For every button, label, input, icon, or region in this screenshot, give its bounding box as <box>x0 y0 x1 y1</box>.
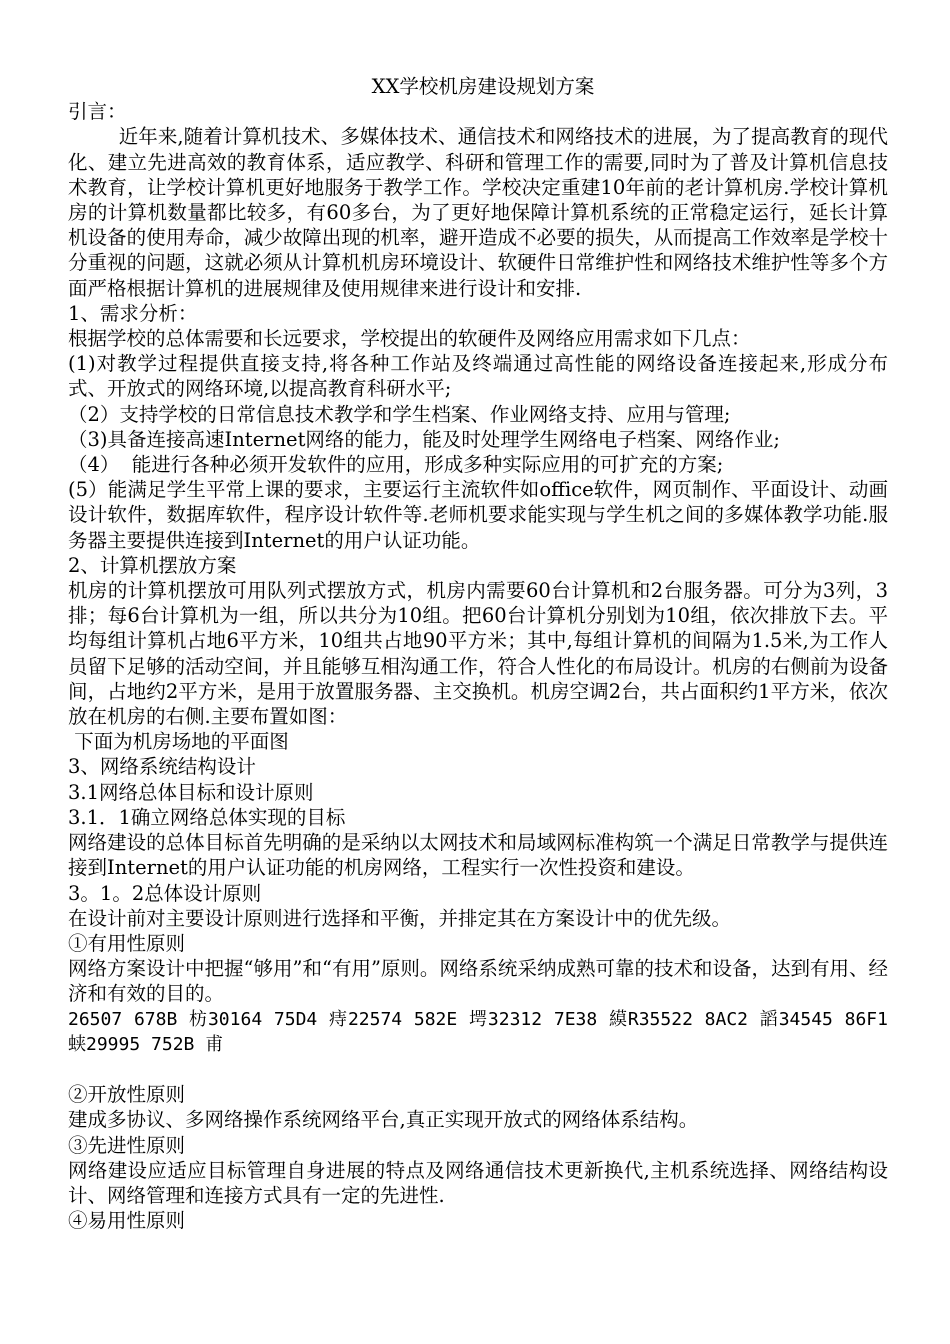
section-3-heading: 3、网络系统结构设计 <box>68 755 256 779</box>
principle-1-text: 网络方案设计中把握“够用”和“有用”原则。网络系统采纳成熟可靠的技术和设备，达到有用、经济和有效的目的。 <box>68 957 888 1006</box>
principle-3-text: 网络建设应适应目标管理自身进展的特点及网络通信技术更新换代,主机系统选择、网络结构设计、网络管理和连接方式具有一定的先进性. <box>68 1158 888 1207</box>
section-1-heading: 1、需求分析： <box>68 301 198 325</box>
section-3-1-2-heading: 3。1。2总体设计原则 <box>68 881 262 905</box>
document-title: XX学校机房建设规划方案 <box>371 75 595 98</box>
principle-2-text: 建成多协议、多网络操作系统网络平台,真正实现开放式的网络体系结构。 <box>68 1108 699 1132</box>
principle-2-heading: ②开放性原则 <box>68 1083 186 1107</box>
principle-3-heading: ③先进性原则 <box>68 1133 186 1157</box>
requirement-item-3: （3)具备连接高速Internet网络的能力，能及时处理学生网络电子档案、网络作业; <box>68 427 780 451</box>
section-2-paragraph: 机房的计算机摆放可用队列式摆放方式，机房内需要60台计算机和2台服务器。可分为3列，3排；每6台计算机为一组，所以共分为10组。把60台计算机分别划为10组，依次排放下去。平均每组计算机占地6平方米，10组共占地90平方米；其中,每组计算机的间隔为1.5米,为工作人员留下足够的活动空间，并且能够互相沟通工作，符合人性化的布局设计。机房的右侧前为设备间，占地约2平方米，是用于放置服务器、主交换机。机房空调2台，共占面积约1平方米，依次放在机房的右侧.主要布置如图： <box>68 579 888 729</box>
document-body <box>68 74 899 1233</box>
blank-line <box>68 1057 888 1082</box>
section-3-1-1-text: 网络建设的总体目标首先明确的是采纳以太网技术和局域网标准构筑一个满足日常教学与提供连接到Internet的用户认证功能的机房网络，工程实行一次性投资和建设。 <box>68 831 888 880</box>
requirement-item-5: (5）能满足学生平常上课的要求，主要运行主流软件如office软件，网页制作、平面设计、动画设计软件，数据库软件，程序设计软件等.老师机要求能实现与学生机之间的多媒体教学功能.服务器主要提供连接到Internet的用户认证功能。 <box>68 478 888 552</box>
principle-1-heading: ①有用性原则 <box>68 931 186 955</box>
section-3-1-2-text: 在设计前对主要设计原则进行选择和平衡，并排定其在方案设计中的优先级。 <box>68 906 732 930</box>
requirement-item-2: （2）支持学校的日常信息技术教学和学生档案、作业网络支持、应用与管理; <box>68 402 731 426</box>
section-3-1-heading: 3.1网络总体目标和设计原则 <box>68 780 314 804</box>
intro-label: 引言： <box>68 100 127 124</box>
section-3-1-1-heading: 3.1．1确立网络总体实现的目标 <box>68 805 346 829</box>
principle-4-heading: ④易用性原则 <box>68 1209 186 1233</box>
garbled-text-line: 26507 678B 枋30164 75D4 痔22574 582E 堮32312 7E38 縸R35522 8AC2 謟34545 86F1 蛱29995 752B 甫 <box>68 1008 899 1055</box>
section-2-heading: 2、计算机摆放方案 <box>68 553 237 577</box>
requirement-item-4: （4） 能进行各种必须开发软件的应用，形成多种实际应用的可扩充的方案; <box>68 453 724 477</box>
intro-paragraph: 近年来,随着计算机技术、多媒体技术、通信技术和网络技术的进展，为了提高教育的现代化、建立先进高效的教育体系，适应教学、科研和管理工作的需要,同时为了普及计算机信息技术教育，让学校计算机更好地服务于教学工作。学校决定重建10年前的老计算机房.学校计算机房的计算机数量都比较多，有60多台，为了更好地保障计算机系统的正常稳定运行，延长计算机设备的使用寿命，减少故障出现的机率，避开造成不必要的损失，从而提高工作效率是学校十分重视的问题，这就必须从计算机机房环境设计、软硬件日常维护性和网络技术维护性等多个方面严格根据计算机的进展规律及使用规律来进行设计和安排. <box>68 125 888 300</box>
requirement-item-1: (1)对教学过程提供直接支持,将各种工作站及终端通过高性能的网络设备连接起来,形成分布式、开放式的网络环境,以提高教育科研水平; <box>68 352 888 401</box>
figure-note: 下面为机房场地的平面图 <box>68 730 289 754</box>
section-1-lead: 根据学校的总体需要和长远要求，学校提出的软硬件及网络应用需求如下几点： <box>68 327 751 351</box>
